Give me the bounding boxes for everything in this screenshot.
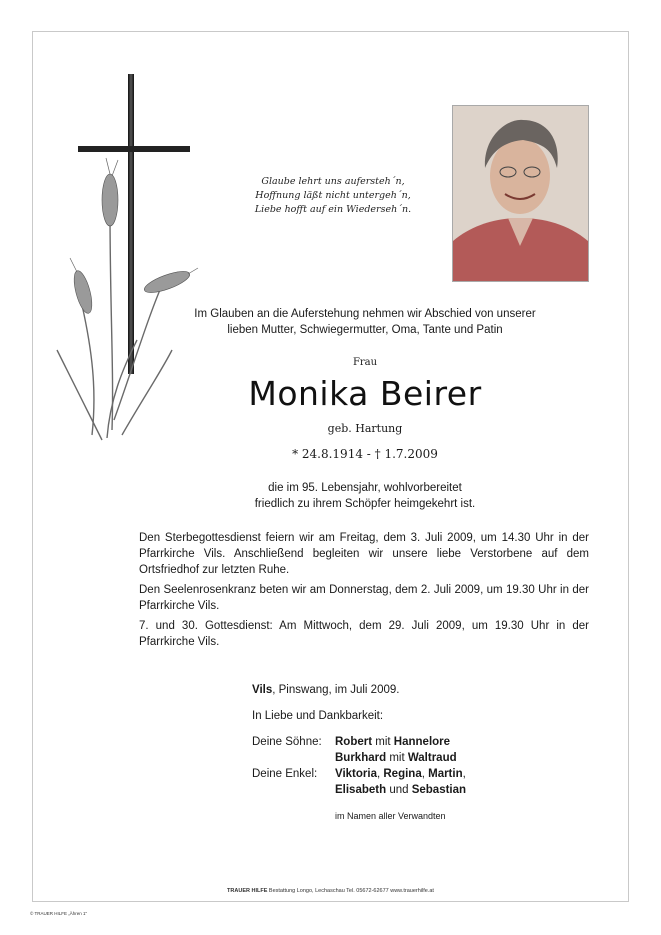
deceased-name: Monika Beirer <box>248 374 482 413</box>
grandchild-name: Regina <box>383 768 422 780</box>
quote-line: Hoffnung läßt nicht untergeh´n, <box>255 190 411 201</box>
love-line: In Liebe und Dankbarkeit: <box>252 710 384 722</box>
funeral-home-footer <box>32 888 629 894</box>
memorial-mass-paragraph: 7. und 30. Gottesdienst: Am Mittwoch, dem 29. Juli 2009, um 19.30 Uhr in der Pfarrkirche Vils. <box>139 620 589 648</box>
life-dates: * 24.8.1914 - † 1.7.2009 <box>292 447 438 461</box>
memorial-quote <box>228 175 438 217</box>
sons-row <box>252 750 592 766</box>
service-details <box>139 530 589 654</box>
son-name: Robert <box>335 736 373 748</box>
grandchild-name: Elisabeth <box>335 784 387 796</box>
grandchildren-row <box>252 782 592 798</box>
connector: mit <box>372 736 394 748</box>
spouse-name: Waltraud <box>407 752 457 764</box>
grandchildren-label: Deine Enkel: <box>252 768 318 780</box>
footer-contact: Bestattung Longo, Lechaschau Tel. 05672-62677 www.trauerhilfe.at <box>267 888 434 894</box>
portrait-image-icon <box>453 106 588 281</box>
spouse-name: Hannelore <box>393 736 451 748</box>
quote-line: Liebe hofft auf ein Wiederseh´n. <box>254 204 412 215</box>
relatives-note: im Namen aller Verwandten <box>335 811 446 821</box>
passing-line: die im 95. Lebensjahr, wohlvorbereitet <box>268 482 462 494</box>
grandchild-name: Martin <box>428 768 463 780</box>
grandchild-name: Viktoria <box>335 768 377 780</box>
quote-line: Glaube lehrt uns aufersteh´n, <box>261 176 405 187</box>
copyright-note: © TRAUER HILFE „Ähren 1" <box>30 911 88 916</box>
signoff <box>252 682 592 824</box>
sons-label: Deine Söhne: <box>252 736 322 748</box>
salutation: Frau <box>352 357 378 368</box>
son-name: Burkhard <box>335 752 387 764</box>
rosary-paragraph: Den Seelenrosenkranz beten wir am Donnerstag, dem 2. Juli 2009, um 19.30 Uhr in der Pfarrkirche Vils. <box>139 584 589 612</box>
connector: und <box>386 784 412 796</box>
intro-line: lieben Mutter, Schwiegermutter, Oma, Tante und Patin <box>227 324 503 336</box>
intro-text <box>160 306 570 338</box>
passing-text <box>160 480 570 512</box>
intro-line: Im Glauben an die Auferstehung nehmen wir Abschied von unserer <box>194 308 536 320</box>
footer-brand: TRAUER HILFE <box>227 888 268 894</box>
passing-line: friedlich zu ihrem Schöpfer heimgekehrt ist. <box>254 498 476 510</box>
place-rest: , Pinswang, im Juli 2009. <box>272 684 400 696</box>
connector: mit <box>386 752 408 764</box>
place-bold: Vils <box>252 684 273 696</box>
place-date <box>252 682 592 698</box>
maiden-name: geb. Hartung <box>327 422 403 435</box>
funeral-service-paragraph: Den Sterbegottesdienst feiern wir am Freitag, dem 3. Juli 2009, um 14.30 Uhr in der Pfarrkirche Vils. Anschließend begleiten wir unsere liebe Verstorbene auf dem Ortsfriedhof zur letzten Ruhe. <box>139 532 589 576</box>
portrait-photo <box>452 105 589 282</box>
grandchild-name: Sebastian <box>411 784 467 796</box>
sons-row <box>252 734 592 750</box>
grandchildren-row: Deine Enkel: Viktoria, Regina, Martin, <box>252 768 466 780</box>
